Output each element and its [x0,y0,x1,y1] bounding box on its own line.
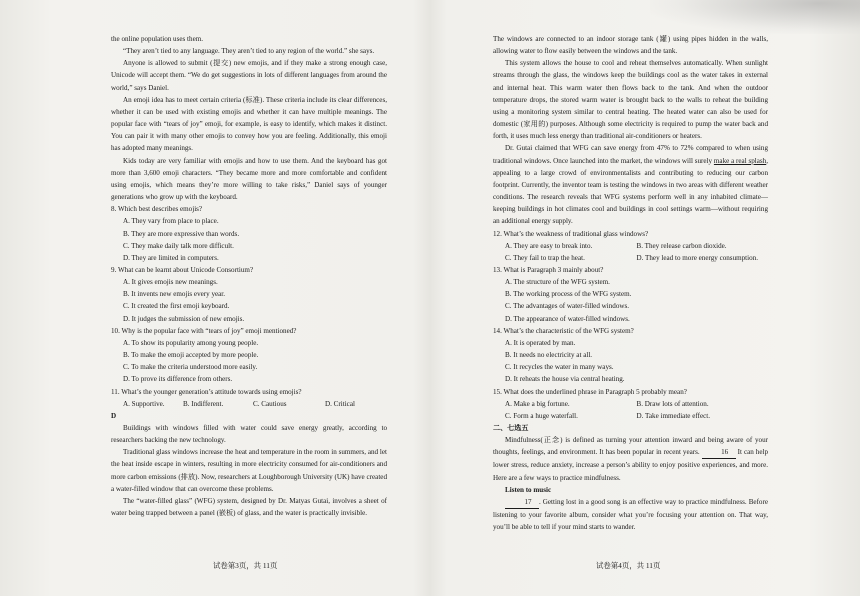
page-footer-left: 试卷第3页，共 11页 [213,561,278,570]
paragraph: Buildings with windows filled with water could save energy greatly, according to researchers backing the new technology. [111,424,387,445]
option: C. It recycles the water in many ways. [505,363,614,372]
option: B. The working process of the WFG system. [505,290,632,299]
question-stem: 9. What can be learnt about Unicode Consortium? [111,265,254,274]
question-9 [111,264,387,325]
option: A. It is operated by man. [505,338,576,347]
option: B. It invents new emojis every year. [123,290,226,299]
section-heading: D [111,411,117,420]
paragraph: The “water-filled glass” (WFG) system, designed by Dr. Matyas Gutai, involves a sheet of water being trapped between a panel (嵌板) of glass, and the water is practically invisible. [111,496,387,518]
paragraph: Traditional glass windows increase the heat and temperature in the room in summers, and let the heat inside escape in winters, resulting in more electricity consumed for air-conditioners and more carbon emissions (排放). Now, researchers at Loughborough University (UK) have created a water-filled window that can overcome these problems. [111,448,387,493]
page-footer-right: 试卷第4页，共 11页 [596,561,661,570]
option-row [493,398,768,410]
option: B. It needs no electricity at all. [505,351,593,360]
text-run: It can help lower stress, reduce anxiety, increase a person’s ability to enjoy positive experiences, and more. Here are a few ways to practice mindfulness. [493,448,769,482]
option-row [111,398,387,410]
question-stem: 14. What’s the characteristic of the WFG system? [493,326,634,335]
option: C. They fail to trap the heat. [505,253,585,262]
option: C. They make daily talk more difficult. [123,241,234,250]
option: B. Indifferent. [183,399,224,408]
paragraph: “They aren’t tied to any language. They aren’t tied to any region of the world.” she says. [123,47,375,56]
underlined-phrase: make a real splash [713,156,767,165]
option: D. It judges the submission of new emojis. [123,314,245,323]
option: D. Critical [325,399,355,408]
question-stem: 10. Why is the popular face with “tears of joy” emoji mentioned? [111,326,297,335]
option: D. To prove its difference from others. [123,375,233,384]
paragraph: the online population uses them. [111,35,204,43]
right-column [493,33,768,533]
question-11 [111,386,387,410]
option: D. Take immediate effect. [636,411,710,420]
option: B. They release carbon dioxide. [636,241,727,250]
question-stem: 8. Which best describes emojis? [111,205,203,214]
option: C. Cautious [253,399,287,408]
option-row [493,252,768,264]
question-stem: 13. What is Paragraph 3 mainly about? [493,265,604,274]
option: C. Form a huge waterfall. [505,411,578,420]
question-13 [493,264,768,325]
option: A. Make a big fortune. [505,399,570,408]
question-14 [493,325,768,386]
question-stem: 15. What does the underlined phrase in Paragraph 5 probably mean? [493,387,687,396]
option: D. They are limited in computers. [123,253,219,262]
option: B. They are more expressive than words. [123,229,240,238]
option-row [493,240,768,252]
option: B. Draw lots of attention. [636,399,709,408]
option: A. To show its popularity among young people. [123,338,259,347]
paragraph: An emoji idea has to meet certain criteria (标准). These criteria include its clear differences, whether it can be used with existing emojis and whether it can have multiple meanings. The popular face with “tears of joy” emoji, for example, is easy to identify, which makes it distinct. You can pair it with many other emojis to convey how you are feeling. Additionally, this emoji has adopted many meanings. [111,95,387,153]
subheading: Listen to music [505,485,552,494]
option: A. It gives emojis new meanings. [123,278,218,287]
left-column [111,33,387,519]
text-run: . Getting lost in a good song is an effective way to practice mindfulness. Before listening to your favorite album, consider what you’re focusing your attention on. That way, you’ll be able to tell if your mind starts to wander. [493,497,768,532]
option: A. They vary from place to place. [123,217,219,226]
option: D. They lead to more energy consumption. [636,253,758,262]
paragraph [493,142,768,227]
text-run: , appealing to a large crowd of environmentalists and contributing to reducing our carbon footprint. Currently, the inventor team is testing the windows in two areas with different weather conditions. The research reveals that WFG systems perform well in any inhabited climate—keeping buildings in hot climates cool and buildings in cool settings warm—without requiring an additional energy supply. [493,156,769,226]
option: D. The appearance of water-filled windows. [505,314,630,323]
paragraph [493,434,768,484]
question-12 [493,228,768,264]
option: B. To make the emoji accepted by more people. [123,351,259,360]
paragraph: Kids today are very familiar with emojis and how to use them. And the keyboard has got more than 3,600 emoji characters. “They became more and more comfortable and confident using emojis, which means they’re more willing to take risks,” Daniel says of younger generations who grow up with the keyboard. [111,156,387,202]
text-run: Mindfulness(正念) is defined as turning your attention inward and being aware of your thoughts, feelings, and environment. It has been popular in recent years. [493,436,768,457]
option: D. It reheats the house via central heating. [505,375,625,384]
option: A. The structure of the WFG system. [505,278,610,287]
question-stem: 12. What’s the weakness of traditional glass windows? [493,229,649,238]
paragraph: The windows are connected to an indoor storage tank (罐) using pipes hidden in the walls, allowing water to flow easily between the windows and the tank. [493,35,768,56]
paragraph: This system allows the house to cool and reheat themselves automatically. When sunlight streams through the glass, the windows keep the buildings cool as the water takes in external and internal heat. This warm water then flows back to the tank. And when the outdoor temperature drops, the stored warm water is brought back to the walls to reheat the building using a monitoring system similar to central heating. The heated water can also be used for domestic (家用的) purposes. Although some electricity is required to pump the water back and forth, it uses much less energy than traditional air-conditioners or heaters. [493,59,768,141]
option: C. To make the criteria understood more easily. [123,363,258,372]
option: A. They are easy to break into. [505,241,593,250]
question-10 [111,325,387,386]
question-15 [493,386,768,422]
option-row [493,410,768,422]
paragraph [493,496,768,533]
text-run: Dr. Gutai claimed that WFG can save energy from 47% to 72% compared to when using traditional windows. Once launched into the market, the windows will surely [493,144,768,165]
option: A. Supportive. [123,399,165,408]
question-stem: 11. What’s the younger generation’s attitude towards using emojis? [111,387,302,396]
section-title: 二、七选五 [493,424,529,432]
paragraph: Anyone is allowed to submit (提交) new emojis, and if they make a strong enough case, Unicode will accept them. “We do get suggestions in lots of different languages from around the world,” says Daniel. [111,59,387,92]
option: C. It created the first emoji keyboard. [123,302,230,311]
blank-16: 16 [702,446,736,459]
option: C. The advantages of water-filled windows. [505,302,630,311]
scan-shadow [650,0,860,34]
blank-17: 17 [505,496,539,509]
question-8 [111,203,387,264]
